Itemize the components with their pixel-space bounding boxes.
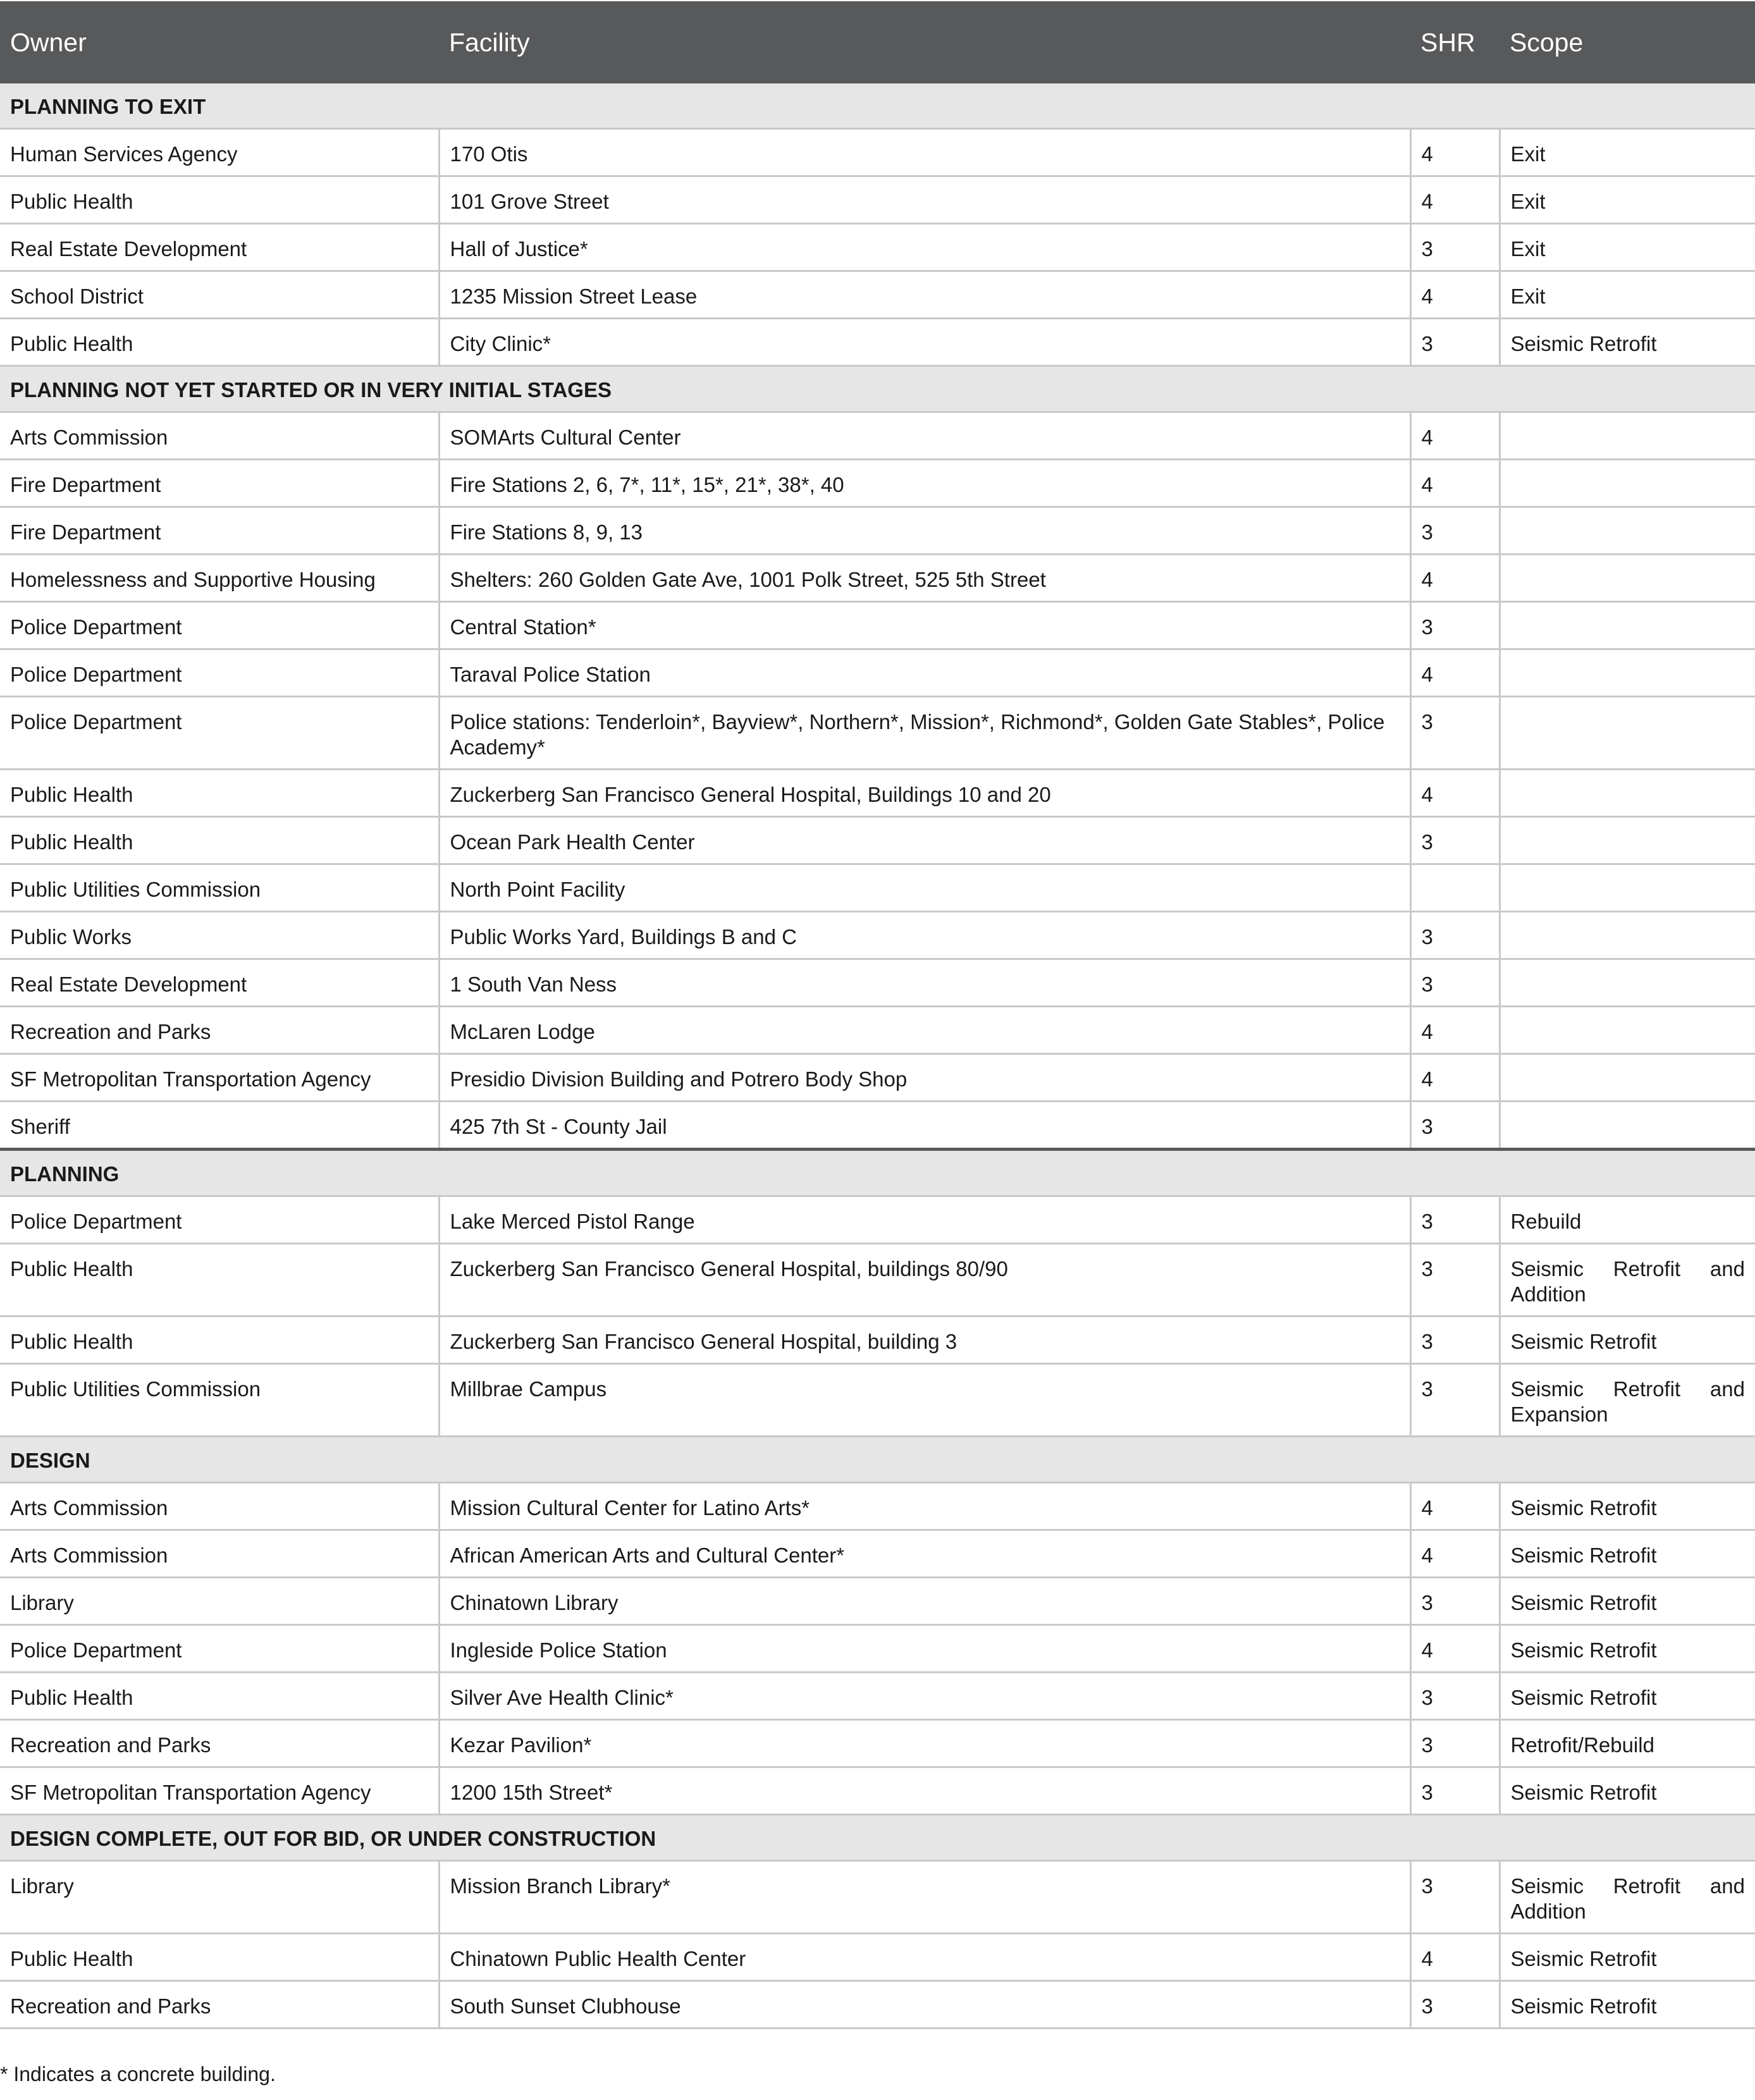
cell-scope: Seismic Retrofit <box>1499 319 1755 366</box>
cell-shr: 3 <box>1410 1767 1499 1815</box>
table-row <box>0 864 1755 912</box>
cell-scope: Seismic Retrofit <box>1499 1625 1755 1673</box>
cell-shr: 3 <box>1410 697 1499 770</box>
cell-scope <box>1499 697 1755 770</box>
section-title: DESIGN COMPLETE, OUT FOR BID, OR UNDER CONSTRUCTION <box>0 1815 1755 1861</box>
cell-owner: Public Health <box>0 1317 439 1364</box>
cell-scope <box>1499 912 1755 959</box>
table-row <box>0 507 1755 555</box>
cell-scope: Exit <box>1499 176 1755 224</box>
table-row <box>0 602 1755 649</box>
table-row <box>0 1861 1755 1934</box>
cell-facility: Ingleside Police Station <box>439 1625 1410 1673</box>
cell-owner: Homelessness and Supportive Housing <box>0 555 439 602</box>
table-row <box>0 817 1755 864</box>
cell-scope: Exit <box>1499 224 1755 271</box>
cell-facility: North Point Facility <box>439 864 1410 912</box>
table-row <box>0 460 1755 507</box>
table-body <box>0 83 1755 2029</box>
table-row <box>0 1625 1755 1673</box>
cell-facility: Mission Branch Library* <box>439 1861 1410 1934</box>
cell-shr: 3 <box>1410 1102 1499 1150</box>
cell-owner: Public Utilities Commission <box>0 1364 439 1437</box>
cell-shr: 4 <box>1410 460 1499 507</box>
cell-owner: Arts Commission <box>0 1483 439 1530</box>
cell-owner: Human Services Agency <box>0 129 439 176</box>
table-row <box>0 1767 1755 1815</box>
cell-scope <box>1499 1102 1755 1150</box>
cell-scope: Rebuild <box>1499 1196 1755 1244</box>
cell-shr: 4 <box>1410 1007 1499 1054</box>
cell-owner: Fire Department <box>0 507 439 555</box>
cell-facility: 170 Otis <box>439 129 1410 176</box>
cell-owner: Real Estate Development <box>0 224 439 271</box>
cell-shr: 3 <box>1410 1981 1499 2029</box>
cell-facility: McLaren Lodge <box>439 1007 1410 1054</box>
cell-owner: SF Metropolitan Transportation Agency <box>0 1054 439 1102</box>
cell-facility: Fire Stations 8, 9, 13 <box>439 507 1410 555</box>
cell-facility: African American Arts and Cultural Center* <box>439 1530 1410 1578</box>
table-row <box>0 319 1755 366</box>
cell-scope <box>1499 460 1755 507</box>
cell-owner: Police Department <box>0 649 439 697</box>
cell-owner: Library <box>0 1578 439 1625</box>
table-row <box>0 1981 1755 2029</box>
cell-shr: 3 <box>1410 1578 1499 1625</box>
cell-owner: Real Estate Development <box>0 959 439 1007</box>
header-owner: Owner <box>0 1 439 83</box>
cell-shr: 3 <box>1410 817 1499 864</box>
cell-owner: Recreation and Parks <box>0 1981 439 2029</box>
cell-facility: 1235 Mission Street Lease <box>439 271 1410 319</box>
cell-scope: Seismic Retrofit <box>1499 1483 1755 1530</box>
cell-owner: Police Department <box>0 602 439 649</box>
cell-facility: 1 South Van Ness <box>439 959 1410 1007</box>
cell-owner: Public Health <box>0 770 439 817</box>
cell-shr: 3 <box>1410 1317 1499 1364</box>
cell-scope: Seismic Retrofit and Expansion <box>1499 1364 1755 1437</box>
cell-shr: 4 <box>1410 1934 1499 1981</box>
cell-owner: Public Health <box>0 1934 439 1981</box>
cell-shr: 3 <box>1410 1364 1499 1437</box>
cell-facility: Central Station* <box>439 602 1410 649</box>
table-row <box>0 271 1755 319</box>
cell-owner: Arts Commission <box>0 1530 439 1578</box>
cell-scope: Seismic Retrofit and Addition <box>1499 1244 1755 1317</box>
cell-scope <box>1499 507 1755 555</box>
cell-shr: 3 <box>1410 224 1499 271</box>
cell-facility: 101 Grove Street <box>439 176 1410 224</box>
header-facility: Facility <box>439 1 1410 83</box>
cell-owner: Recreation and Parks <box>0 1720 439 1767</box>
cell-owner: Police Department <box>0 697 439 770</box>
table-row <box>0 129 1755 176</box>
cell-scope <box>1499 555 1755 602</box>
section-header-row <box>0 1150 1755 1196</box>
cell-shr: 3 <box>1410 602 1499 649</box>
cell-scope <box>1499 412 1755 460</box>
table-row <box>0 1317 1755 1364</box>
table-row <box>0 1102 1755 1150</box>
cell-scope <box>1499 770 1755 817</box>
cell-shr: 4 <box>1410 555 1499 602</box>
table-row <box>0 770 1755 817</box>
cell-shr: 3 <box>1410 507 1499 555</box>
table-row <box>0 224 1755 271</box>
cell-shr: 3 <box>1410 1861 1499 1934</box>
cell-shr: 4 <box>1410 1483 1499 1530</box>
cell-owner: Recreation and Parks <box>0 1007 439 1054</box>
cell-owner: Public Health <box>0 1244 439 1317</box>
table-row <box>0 412 1755 460</box>
table-row <box>0 1530 1755 1578</box>
table-row <box>0 1578 1755 1625</box>
cell-scope: Seismic Retrofit <box>1499 1317 1755 1364</box>
cell-owner: SF Metropolitan Transportation Agency <box>0 1767 439 1815</box>
cell-facility: 1200 15th Street* <box>439 1767 1410 1815</box>
cell-owner: Public Health <box>0 1673 439 1720</box>
cell-facility: South Sunset Clubhouse <box>439 1981 1410 2029</box>
table-row <box>0 1934 1755 1981</box>
cell-facility: Chinatown Public Health Center <box>439 1934 1410 1981</box>
section-header-row <box>0 1437 1755 1483</box>
table-row <box>0 176 1755 224</box>
cell-facility: Millbrae Campus <box>439 1364 1410 1437</box>
cell-shr: 4 <box>1410 271 1499 319</box>
cell-scope: Seismic Retrofit and Addition <box>1499 1861 1755 1934</box>
cell-facility: City Clinic* <box>439 319 1410 366</box>
table-row <box>0 912 1755 959</box>
header-row <box>0 1 1755 83</box>
facility-table <box>0 1 1755 2029</box>
cell-scope: Exit <box>1499 129 1755 176</box>
cell-shr: 3 <box>1410 319 1499 366</box>
cell-owner: Public Utilities Commission <box>0 864 439 912</box>
cell-scope: Seismic Retrofit <box>1499 1578 1755 1625</box>
table-row <box>0 1720 1755 1767</box>
cell-facility: Zuckerberg San Francisco General Hospital, Buildings 10 and 20 <box>439 770 1410 817</box>
cell-scope <box>1499 602 1755 649</box>
section-title: DESIGN <box>0 1437 1755 1483</box>
cell-scope <box>1499 959 1755 1007</box>
cell-shr: 4 <box>1410 176 1499 224</box>
table-row <box>0 959 1755 1007</box>
cell-facility: Zuckerberg San Francisco General Hospital, buildings 80/90 <box>439 1244 1410 1317</box>
table-row <box>0 1007 1755 1054</box>
cell-facility: Lake Merced Pistol Range <box>439 1196 1410 1244</box>
table-row <box>0 1483 1755 1530</box>
table-row <box>0 555 1755 602</box>
cell-scope: Retrofit/Rebuild <box>1499 1720 1755 1767</box>
cell-scope: Seismic Retrofit <box>1499 1767 1755 1815</box>
cell-facility: Chinatown Library <box>439 1578 1410 1625</box>
cell-scope: Seismic Retrofit <box>1499 1934 1755 1981</box>
cell-scope <box>1499 1054 1755 1102</box>
cell-scope <box>1499 649 1755 697</box>
cell-scope <box>1499 817 1755 864</box>
cell-facility: Hall of Justice* <box>439 224 1410 271</box>
cell-shr: 3 <box>1410 1244 1499 1317</box>
cell-shr: 4 <box>1410 1054 1499 1102</box>
cell-facility: SOMArts Cultural Center <box>439 412 1410 460</box>
section-title: PLANNING NOT YET STARTED OR IN VERY INITIAL STAGES <box>0 366 1755 412</box>
cell-shr: 3 <box>1410 1720 1499 1767</box>
cell-facility: 425 7th St - County Jail <box>439 1102 1410 1150</box>
cell-owner: Public Works <box>0 912 439 959</box>
table-row <box>0 1364 1755 1437</box>
cell-facility: Presidio Division Building and Potrero Body Shop <box>439 1054 1410 1102</box>
cell-facility: Shelters: 260 Golden Gate Ave, 1001 Polk Street, 525 5th Street <box>439 555 1410 602</box>
cell-facility: Police stations: Tenderloin*, Bayview*, Northern*, Mission*, Richmond*, Golden Gate Stables*, Police Academy* <box>439 697 1410 770</box>
cell-owner: Police Department <box>0 1625 439 1673</box>
cell-shr: 3 <box>1410 1196 1499 1244</box>
table-row <box>0 1673 1755 1720</box>
table-row <box>0 649 1755 697</box>
cell-facility: Fire Stations 2, 6, 7*, 11*, 15*, 21*, 38*, 40 <box>439 460 1410 507</box>
cell-facility: Zuckerberg San Francisco General Hospital, building 3 <box>439 1317 1410 1364</box>
section-title: PLANNING TO EXIT <box>0 83 1755 129</box>
cell-shr <box>1410 864 1499 912</box>
cell-facility: Public Works Yard, Buildings B and C <box>439 912 1410 959</box>
table-row <box>0 697 1755 770</box>
cell-facility: Taraval Police Station <box>439 649 1410 697</box>
cell-owner: Arts Commission <box>0 412 439 460</box>
cell-shr: 4 <box>1410 1530 1499 1578</box>
cell-scope: Seismic Retrofit <box>1499 1530 1755 1578</box>
cell-owner: Public Health <box>0 176 439 224</box>
footnote: * Indicates a concrete building. <box>0 2063 276 2085</box>
header-shr: SHR <box>1410 1 1499 83</box>
cell-shr: 3 <box>1410 912 1499 959</box>
cell-facility: Ocean Park Health Center <box>439 817 1410 864</box>
cell-shr: 3 <box>1410 1673 1499 1720</box>
cell-owner: School District <box>0 271 439 319</box>
cell-scope <box>1499 1007 1755 1054</box>
cell-owner: Public Health <box>0 319 439 366</box>
cell-shr: 4 <box>1410 770 1499 817</box>
cell-scope: Seismic Retrofit <box>1499 1981 1755 2029</box>
table-row <box>0 1244 1755 1317</box>
cell-owner: Police Department <box>0 1196 439 1244</box>
section-title: PLANNING <box>0 1150 1755 1196</box>
cell-shr: 4 <box>1410 649 1499 697</box>
cell-facility: Silver Ave Health Clinic* <box>439 1673 1410 1720</box>
cell-owner: Sheriff <box>0 1102 439 1150</box>
cell-owner: Fire Department <box>0 460 439 507</box>
cell-shr: 4 <box>1410 1625 1499 1673</box>
cell-shr: 4 <box>1410 129 1499 176</box>
cell-scope <box>1499 864 1755 912</box>
table-row <box>0 1196 1755 1244</box>
cell-facility: Kezar Pavilion* <box>439 1720 1410 1767</box>
cell-shr: 3 <box>1410 959 1499 1007</box>
section-header-row <box>0 366 1755 412</box>
cell-facility: Mission Cultural Center for Latino Arts* <box>439 1483 1410 1530</box>
cell-scope: Exit <box>1499 271 1755 319</box>
cell-scope: Seismic Retrofit <box>1499 1673 1755 1720</box>
section-header-row <box>0 1815 1755 1861</box>
cell-owner: Library <box>0 1861 439 1934</box>
cell-owner: Public Health <box>0 817 439 864</box>
table-header <box>0 1 1755 83</box>
header-scope: Scope <box>1499 1 1755 83</box>
section-header-row <box>0 83 1755 129</box>
table-row <box>0 1054 1755 1102</box>
cell-shr: 4 <box>1410 412 1499 460</box>
